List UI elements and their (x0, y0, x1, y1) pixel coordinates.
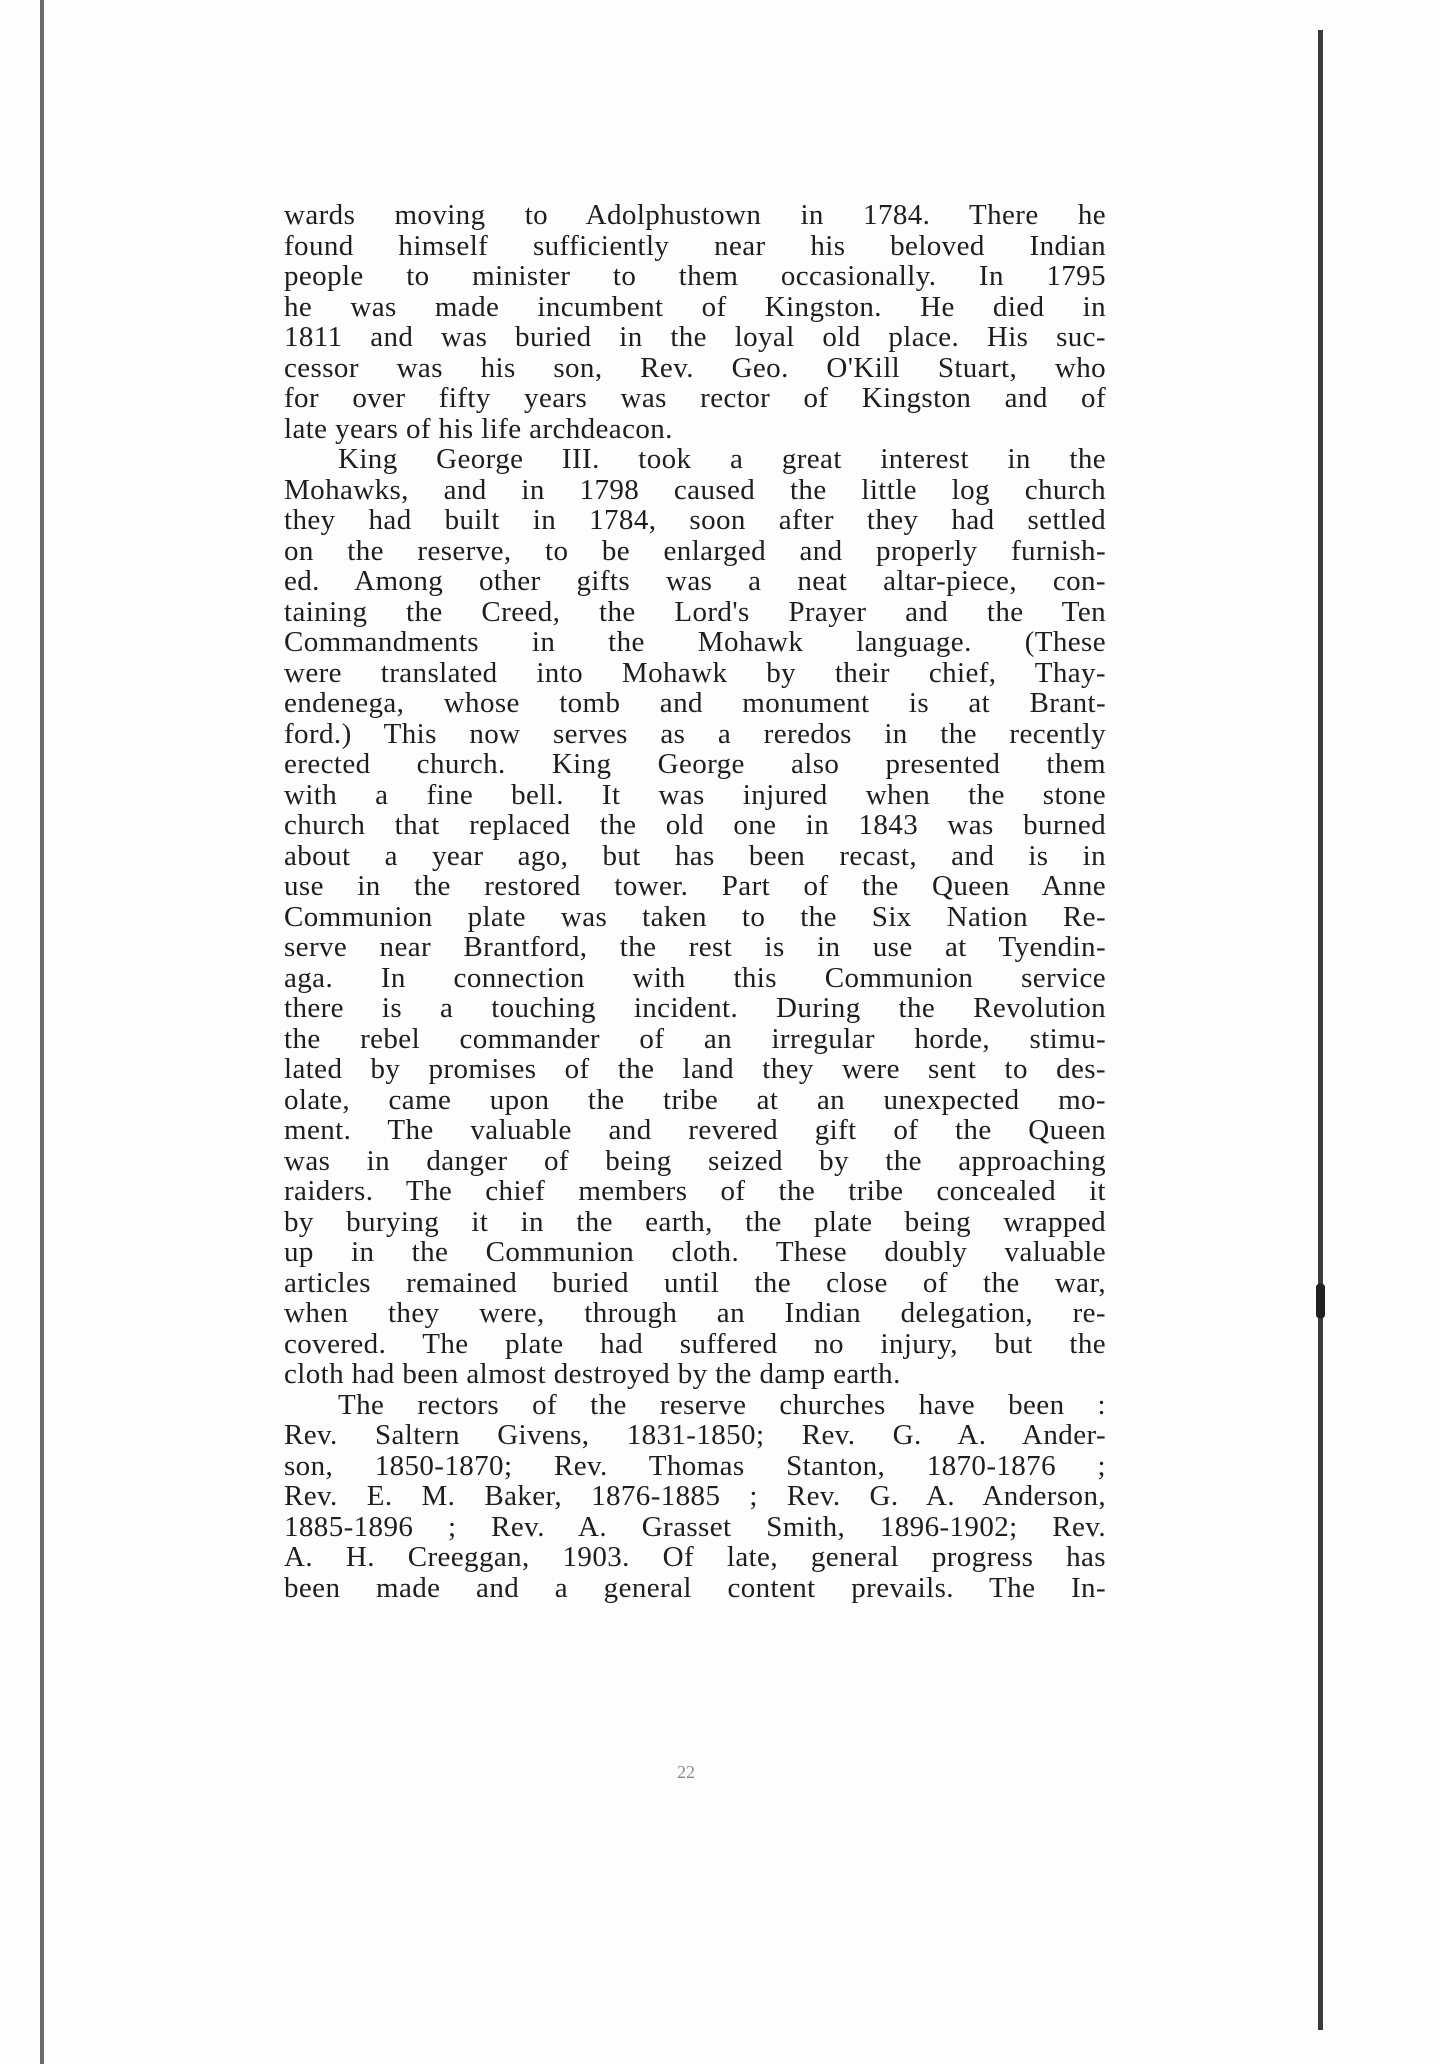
text-line: covered. The plate had suffered no injury, but the (284, 1327, 1106, 1360)
text-line: wards moving to Adolphustown in 1784. There he (284, 199, 1106, 231)
text-line: about a year ago, but has been recast, and is in (284, 839, 1106, 872)
text-line: the rebel commander of an irregular horde, stimu- (284, 1022, 1106, 1055)
text-line: endenega, whose tomb and monument is at Brant- (284, 687, 1106, 719)
text-line: The rectors of the reserve churches have been : (338, 1388, 1106, 1421)
text-line: raiders. The chief members of the tribe concealed it (284, 1175, 1106, 1207)
text-line: taining the Creed, the Lord's Prayer and the Ten (284, 595, 1106, 628)
text-line: 1885-1896 ; Rev. A. Grasset Smith, 1896-1902; Rev. (284, 1510, 1106, 1543)
text-line: ford.) This now serves as a reredos in the recently (284, 717, 1106, 750)
body-text (284, 200, 1106, 1603)
text-line: found himself sufficiently near his beloved Indian (284, 229, 1106, 262)
text-line: olate, came upon the tribe at an unexpected mo- (284, 1083, 1106, 1116)
text-line: on the reserve, to be enlarged and properly furnish- (284, 534, 1106, 567)
text-line: use in the restored tower. Part of the Queen Anne (284, 870, 1106, 902)
text-line: there is a touching incident. During the Revolution (284, 992, 1106, 1024)
text-line: Communion plate was taken to the Six Nation Re- (284, 900, 1106, 933)
text-line: Mohawks, and in 1798 caused the little log church (284, 473, 1106, 506)
text-line: Rev. Saltern Givens, 1831-1850; Rev. G. A. Ander- (284, 1419, 1106, 1451)
scan-right-edge (1318, 30, 1323, 2030)
text-line: by burying it in the earth, the plate being wrapped (284, 1205, 1106, 1238)
text-line: he was made incumbent of Kingston. He died in (284, 290, 1106, 323)
text-line: when they were, through an Indian delegation, re- (284, 1297, 1106, 1329)
text-line: son, 1850-1870; Rev. Thomas Stanton, 1870-1876 ; (284, 1449, 1106, 1482)
text-line: ed. Among other gifts was a neat altar-piece, con- (284, 565, 1106, 597)
text-line: with a fine bell. It was injured when the stone (284, 778, 1106, 811)
text-line: cessor was his son, Rev. Geo. O'Kill Stuart, who (284, 351, 1106, 384)
text-line: they had built in 1784, soon after they had settled (284, 504, 1106, 536)
text-line: were translated into Mohawk by their chief, Thay- (284, 656, 1106, 689)
text-line: Rev. E. M. Baker, 1876-1885 ; Rev. G. A. Anderson, (284, 1480, 1106, 1512)
text-line: people to minister to them occasionally. In 1795 (284, 260, 1106, 292)
text-line: 1811 and was buried in the loyal old place. His suc- (284, 321, 1106, 353)
text-line: was in danger of being seized by the approaching (284, 1144, 1106, 1177)
scan-edge-mark (1316, 1284, 1325, 1318)
page-number: 22 (677, 1762, 695, 1782)
text-line: been made and a general content prevails. The In- (284, 1571, 1106, 1604)
text-line: Commandments in the Mohawk language. (These (284, 626, 1106, 658)
text-line: lated by promises of the land they were sent to des- (284, 1053, 1106, 1085)
text-line: aga. In connection with this Communion service (284, 961, 1106, 994)
text-line: cloth had been almost destroyed by the damp earth. (284, 1358, 901, 1390)
text-line: A. H. Creeggan, 1903. Of late, general progress has (284, 1541, 1106, 1573)
text-line: for over fifty years was rector of Kingston and of (284, 382, 1106, 414)
text-line: erected church. King George also presented them (284, 748, 1106, 780)
scan-left-edge (40, 0, 44, 2064)
text-line: late years of his life archdeacon. (284, 412, 673, 445)
text-line: up in the Communion cloth. These doubly valuable (284, 1236, 1106, 1268)
text-line: serve near Brantford, the rest is in use at Tyendin- (284, 931, 1106, 963)
text-line: ment. The valuable and revered gift of the Queen (284, 1114, 1106, 1146)
text-line: articles remained buried until the close of the war, (284, 1266, 1106, 1299)
text-line: church that replaced the old one in 1843 was burned (284, 809, 1106, 841)
text-line: King George III. took a great interest in the (338, 443, 1106, 475)
